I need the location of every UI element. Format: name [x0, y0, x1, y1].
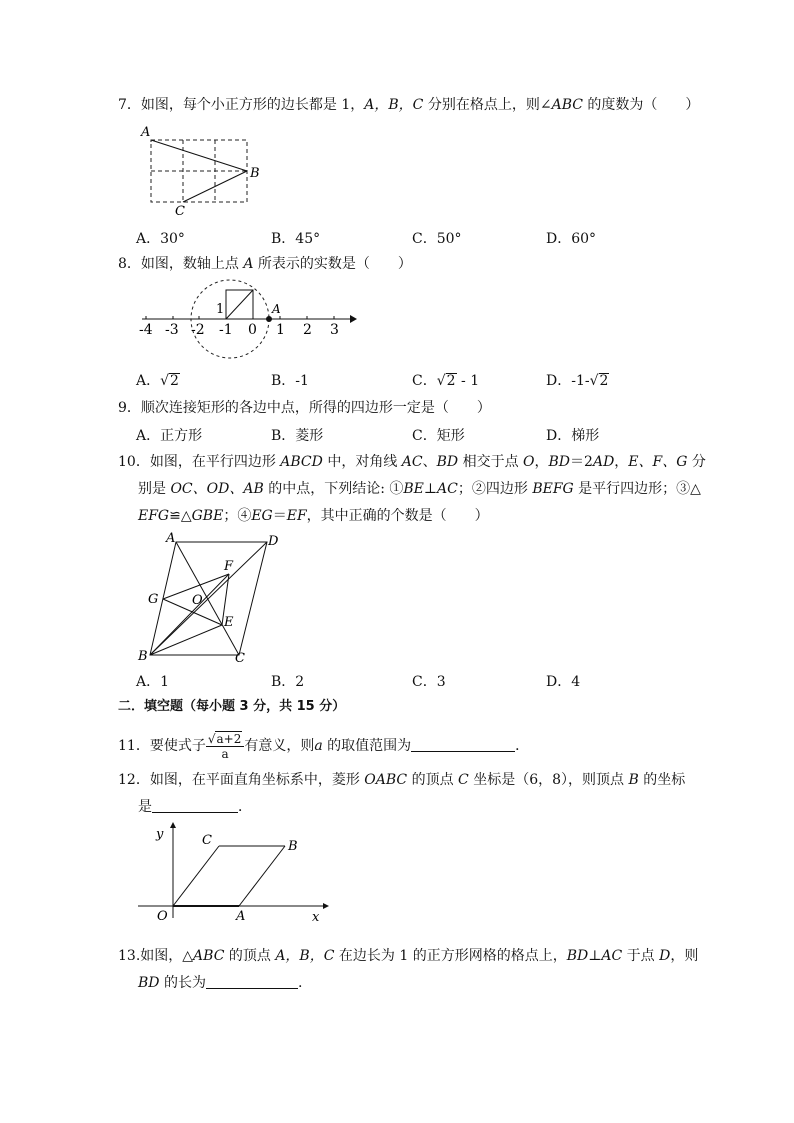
- q10-label-d: D: [268, 534, 279, 549]
- q8-option-b: B．-1: [271, 373, 309, 389]
- q9-option-d: D．梯形: [546, 428, 600, 444]
- q12-label-x: x: [312, 910, 320, 925]
- q8-number-line-figure: [136, 278, 366, 368]
- q13-stem-line2: BD 的长为 .: [138, 975, 303, 991]
- q10-label-g: G: [148, 592, 159, 607]
- q12-label-o: O: [157, 909, 168, 924]
- q12-label-c: C: [202, 833, 212, 848]
- q9-option-c: C．矩形: [412, 428, 465, 444]
- q10-stem-line3: EFG≌△GBE；④EG＝EF，其中正确的个数是（ ）: [138, 508, 489, 524]
- q10-stem-line1: 10．如图，在平行四边形 ABCD 中，对角线 AC、BD 相交于点 O，BD＝2AD，E、F、G 分: [118, 454, 706, 470]
- q8-stem: 8．如图，数轴上点 A 所表示的实数是（ ）: [118, 256, 412, 272]
- q11-answer-blank[interactable]: [411, 737, 515, 752]
- q12-label-b: B: [288, 839, 298, 854]
- q10-label-e: E: [224, 615, 234, 630]
- q7-grid-figure: [136, 124, 276, 219]
- q8-option-c: C．√2 - 1: [412, 373, 480, 389]
- q8-tick-label: 0: [248, 322, 257, 338]
- q10-parallelogram-figure: [136, 530, 286, 670]
- q8-label-a: A: [272, 302, 281, 316]
- q10-label-b: B: [138, 649, 148, 664]
- q10-option-a: A．1: [136, 674, 170, 690]
- q7-option-b: B．45°: [271, 231, 321, 247]
- sqrt-icon: √: [436, 373, 446, 389]
- q8-tick-label: 1: [276, 322, 285, 338]
- q8-tick-label: -1: [219, 322, 233, 338]
- q9-stem: 9．顺次连接矩形的各边中点，所得的四边形一定是（ ）: [118, 400, 491, 416]
- q9-option-a: A．正方形: [136, 428, 203, 444]
- q8-option-a: A．√2: [136, 373, 179, 389]
- q13-stem-line1: 13.如图，△ABC 的顶点 A，B，C 在边长为 1 的正方形网格的格点上，BD⊥AC 于点 D，则: [118, 948, 699, 964]
- q8-tick-label: 2: [303, 322, 312, 338]
- q7-option-a: A．30°: [136, 231, 185, 247]
- q8-tick-label: -2: [191, 322, 205, 338]
- q7-stem: 7．如图，每个小正方形的边长都是 1，A，B，C 分别在格点上，则∠ABC 的度数为（ ）: [118, 97, 700, 113]
- sqrt-icon: √: [589, 373, 599, 389]
- q8-point-a: [266, 316, 272, 322]
- q10-label-a: A: [166, 531, 176, 546]
- q8-label-one: 1: [216, 302, 225, 317]
- q9-option-b: B．菱形: [271, 428, 324, 444]
- q8-tick-label: -4: [139, 322, 153, 338]
- q12-coordinate-figure: [136, 822, 336, 925]
- q10-label-f: F: [224, 559, 234, 574]
- q12-label-y: y: [156, 827, 164, 842]
- q12-stem-line1: 12．如图，在平面直角坐标系中，菱形 OABC 的顶点 C 坐标是（6，8），则顶点 B 的坐标: [118, 772, 686, 788]
- q7-label-b: B: [250, 166, 260, 181]
- sqrt-icon: √: [207, 732, 216, 746]
- q8-tick-label: 3: [330, 322, 339, 338]
- q11-stem: 11．要使式子 $\frac{√a+2}{a}$ 有意义，则a 的取值范围为 ．: [118, 732, 530, 761]
- q10-option-d: D．4: [546, 674, 581, 690]
- q7-label-a: A: [141, 125, 151, 140]
- q10-option-c: C．3: [412, 674, 446, 690]
- q12-label-a: A: [236, 909, 246, 924]
- q13-answer-blank[interactable]: [206, 974, 298, 989]
- sqrt-icon: √: [160, 373, 170, 389]
- section-heading: 二．填空题（每小题 3 分，共 15 分）: [118, 699, 346, 714]
- q7-option-c: C．50°: [412, 231, 462, 247]
- q10-option-b: B．2: [271, 674, 305, 690]
- q10-label-o: O: [192, 593, 203, 608]
- q12-stem-line2: 是 ．: [138, 799, 252, 815]
- q8-option-d: D．-1-√2: [546, 373, 609, 389]
- q11-fraction: $\frac{√a+2}{a}$: [206, 731, 245, 761]
- q10-label-c: C: [235, 651, 245, 666]
- q7-option-d: D．60°: [546, 231, 597, 247]
- q8-tick-label: -3: [165, 322, 179, 338]
- q10-stem-line2: 别是 OC、OD、AB 的中点，下列结论: ①BE⊥AC；②四边形 BEFG 是平行四边形；③△: [138, 481, 701, 497]
- q12-answer-blank[interactable]: [152, 798, 238, 813]
- q7-label-c: C: [175, 204, 185, 219]
